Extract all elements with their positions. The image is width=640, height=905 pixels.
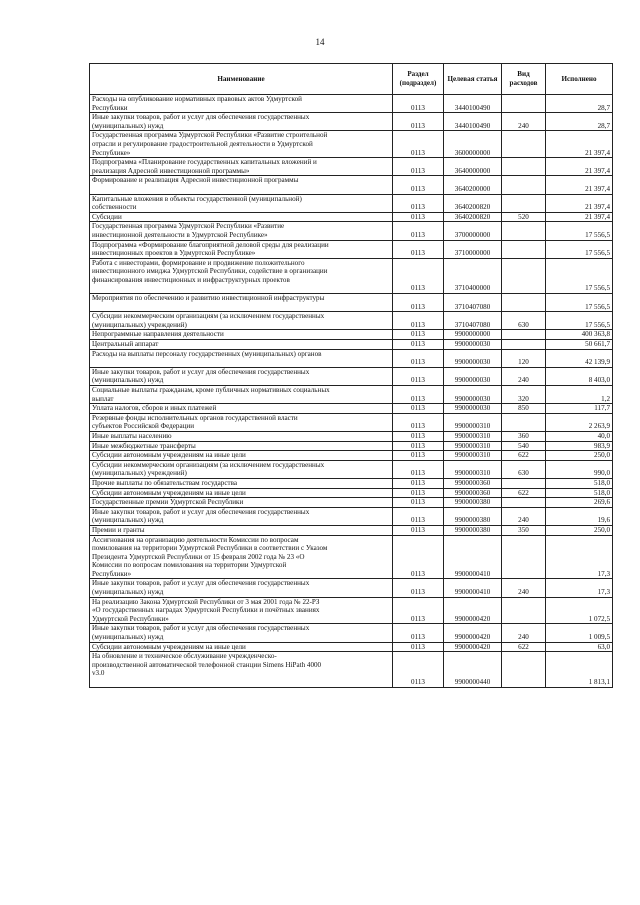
row-kind: 120 [502,349,546,367]
row-name-line: Мероприятия по обеспечению и развитию инвестиционной инфраструктуры [92,294,325,303]
row-name-line: реализация Адресной инвестиционной программы» [92,166,250,175]
row-amount: 250,0 [546,451,613,461]
table-row [90,113,613,131]
row-name-line: Государственная программа Удмуртской Республики «Развитие строительной [92,131,328,140]
row-target: 9900000030 [444,349,502,367]
row-amount: 1 072,5 [546,597,613,624]
table-row [90,460,613,478]
row-name [90,597,393,624]
row-section: 0113 [393,158,444,176]
row-kind: 630 [502,460,546,478]
table-row [90,488,613,498]
row-name-line: Республике» [92,148,131,157]
row-target: 9900000420 [444,642,502,652]
table-row [90,404,613,414]
row-name [90,535,393,579]
row-amount: 1 009,5 [546,624,613,642]
row-section: 0113 [393,451,444,461]
row-amount: 17 556,5 [546,294,613,312]
row-target: 9900000410 [444,579,502,597]
row-name [90,525,393,535]
header-target: Целевая статья [444,64,502,95]
row-amount: 17,3 [546,535,613,579]
row-name-line: выплат [92,394,114,403]
row-kind: 540 [502,441,546,451]
row-name-line: (муниципальных) нужд [92,376,164,385]
row-kind [502,330,546,340]
row-name-line: Иные межбюджетные трансферты [92,441,196,450]
row-name-line [92,678,390,687]
row-name-line: Ассигнования на организацию деятельности Комиссии по вопросам [92,535,299,544]
row-target: 9900000360 [444,478,502,488]
row-name-line: собственности [92,203,137,212]
table-row [90,525,613,535]
row-kind: 350 [502,525,546,535]
budget-table [89,63,613,688]
table-row [90,431,613,441]
row-target: 9900000000 [444,330,502,340]
row-section: 0113 [393,312,444,330]
row-target: 9900000030 [444,386,502,404]
row-amount: 40,0 [546,431,613,441]
row-name-line: Субсидии некоммерческим организациям (за исключением государственных [92,460,325,469]
row-name-line: инвестиционного имиджа Удмуртской Республики, содействие в организации [92,267,328,276]
row-name-line: На реализацию Закона Удмуртской Республики от 3 мая 2001 года № 22-РЗ [92,597,320,606]
row-name-line: Субсидии автономным учреждениям на иные цели [92,642,246,651]
row-name [90,413,393,431]
row-amount: 28,7 [546,95,613,113]
row-name [90,507,393,525]
row-section: 0113 [393,340,444,350]
row-section: 0113 [393,535,444,579]
table-row [90,413,613,431]
row-section: 0113 [393,113,444,131]
row-amount: 17 556,5 [546,240,613,258]
row-kind [502,597,546,624]
row-name-line [92,185,390,194]
row-name-line: Подпрограмма «Формирование благоприятной деловой среды для реализации [92,240,329,249]
row-target: 9900000030 [444,367,502,385]
row-amount: 250,0 [546,525,613,535]
row-name-line [92,284,390,293]
row-section: 0113 [393,597,444,624]
row-amount: 21 397,4 [546,194,613,212]
row-name-line: инвестиционных проектов в Удмуртской Республике» [92,249,256,258]
row-name [90,498,393,508]
row-name-line: инвестиционной деятельности в Удмуртской Республике» [92,230,268,239]
table-row [90,507,613,525]
row-target: 3640200820 [444,212,502,222]
row-name-line: Иные закупки товаров, работ и услуг для обеспечения государственных [92,113,310,122]
row-kind: 622 [502,488,546,498]
row-section: 0113 [393,349,444,367]
row-name-line: Прочие выплаты по обязательствам государства [92,478,238,487]
table-row [90,330,613,340]
row-target: 9900000380 [444,498,502,508]
row-name-line: Республики» [92,569,132,578]
row-name [90,367,393,385]
row-name-line: v3.0 [92,669,105,678]
row-kind [502,176,546,194]
row-section: 0113 [393,212,444,222]
row-target: 3700000000 [444,222,502,240]
row-kind: 240 [502,113,546,131]
table-row [90,597,613,624]
row-name [90,579,393,597]
row-target: 9900000420 [444,597,502,624]
row-section: 0113 [393,579,444,597]
row-section: 0113 [393,488,444,498]
row-section: 0113 [393,294,444,312]
row-name-line: субъектов Российской Федерации [92,422,195,431]
table-row [90,498,613,508]
row-name-line: Иные закупки товаров, работ и услуг для обеспечения государственных [92,507,310,516]
row-name-line: отрасли и регулирование градостроительной деятельности в Удмуртской [92,139,313,148]
row-kind: 622 [502,642,546,652]
row-target: 9900000410 [444,535,502,579]
row-target: 9900000030 [444,404,502,414]
row-name [90,294,393,312]
row-name-line: Иные закупки товаров, работ и услуг для обеспечения государственных [92,367,310,376]
row-kind [502,413,546,431]
row-name-line: Субсидии автономным учреждениям на иные цели [92,488,246,497]
row-name-line: «О государственных наградах Удмуртской Республики и почётных званиях [92,606,320,615]
row-name-line: производственной автоматической телефонной станции Simens HiPath 4000 [92,660,322,669]
header-name: Наименование [90,64,393,95]
row-name [90,330,393,340]
row-name [90,451,393,461]
table-row [90,642,613,652]
row-name-line: Премии и гранты [92,525,145,534]
table-row [90,386,613,404]
row-name [90,176,393,194]
row-amount: 21 397,4 [546,212,613,222]
row-kind [502,258,546,293]
row-section: 0113 [393,194,444,212]
row-name-line: (муниципальных) учреждений) [92,469,187,478]
row-name-line: Формирование и реализация Адресной инвестиционной программы [92,176,299,185]
row-section: 0113 [393,624,444,642]
table-row [90,441,613,451]
row-section: 0113 [393,507,444,525]
row-name-line: Резервные фонды исполнительных органов государственной власти [92,413,298,422]
row-section: 0113 [393,478,444,488]
table-row [90,95,613,113]
row-name-line: Комиссии по вопросам помилования на территории Удмуртской [92,561,287,570]
row-name [90,652,393,687]
row-amount: 28,7 [546,113,613,131]
row-name [90,212,393,222]
row-kind [502,95,546,113]
row-kind [502,222,546,240]
row-section: 0113 [393,404,444,414]
row-name-line: Республики [92,103,128,112]
row-target: 3640000000 [444,158,502,176]
row-name [90,478,393,488]
row-name [90,95,393,113]
row-name [90,431,393,441]
row-kind [502,158,546,176]
row-amount: 117,7 [546,404,613,414]
row-kind: 320 [502,386,546,404]
table-row [90,535,613,579]
row-kind: 622 [502,451,546,461]
row-name-line: Субсидии [92,212,122,221]
row-kind [502,294,546,312]
row-name [90,222,393,240]
row-name-line: Социальные выплаты гражданам, кроме публичных нормативных социальных [92,386,330,394]
row-name-line: (муниципальных) нужд [92,516,164,525]
row-amount: 63,0 [546,642,613,652]
row-kind [502,498,546,508]
row-kind: 520 [502,212,546,222]
row-target: 9900000440 [444,652,502,687]
header-section: Раздел (подраздел) [393,64,444,95]
row-name [90,158,393,176]
row-target: 9900000310 [444,431,502,441]
row-amount: 21 397,4 [546,158,613,176]
row-amount: 21 397,4 [546,176,613,194]
table-row [90,579,613,597]
row-name [90,258,393,293]
row-name [90,349,393,367]
row-name [90,460,393,478]
row-name [90,340,393,350]
row-amount: 518,0 [546,488,613,498]
row-kind [502,478,546,488]
row-target: 3600000000 [444,131,502,158]
table-row [90,340,613,350]
row-section: 0113 [393,367,444,385]
row-kind: 850 [502,404,546,414]
table-header-row [90,64,613,95]
row-name-line: Центральный аппарат [92,340,159,349]
table-row [90,194,613,212]
row-name [90,488,393,498]
row-amount: 17 556,5 [546,258,613,293]
row-name-line: Расходы на опубликование нормативных правовых актов Удмуртской [92,95,302,103]
row-kind: 360 [502,431,546,441]
row-name-line: (муниципальных) нужд [92,633,164,642]
row-section: 0113 [393,131,444,158]
row-amount: 1 813,1 [546,652,613,687]
row-amount: 400 363,8 [546,330,613,340]
row-name [90,386,393,404]
row-name-line: Иные закупки товаров, работ и услуг для обеспечения государственных [92,624,310,633]
row-amount: 19,6 [546,507,613,525]
row-name [90,441,393,451]
row-name-line: (муниципальных) нужд [92,121,164,130]
row-target: 3640200820 [444,194,502,212]
row-target: 9900000310 [444,413,502,431]
row-section: 0113 [393,652,444,687]
row-target: 9900000380 [444,507,502,525]
table-row [90,176,613,194]
row-amount: 17,3 [546,579,613,597]
row-name-line: Государственные премии Удмуртской Республики [92,498,244,507]
row-name-line: Капитальные вложения в объекты государственной (муниципальной) [92,194,302,203]
row-section: 0113 [393,413,444,431]
row-section: 0113 [393,222,444,240]
row-kind [502,652,546,687]
row-section: 0113 [393,240,444,258]
row-kind [502,535,546,579]
row-name-line: Удмуртской Республики» [92,614,169,623]
row-section: 0113 [393,330,444,340]
table-row [90,312,613,330]
table-row [90,240,613,258]
row-name-line: финансирования инвестиционных и инфраструктурных проектов [92,275,290,284]
row-name-line: (муниципальных) учреждений) [92,320,187,329]
table-row [90,367,613,385]
row-target: 9900000420 [444,624,502,642]
table-row [90,258,613,293]
row-section: 0113 [393,258,444,293]
row-name-line: Непрограммные направления деятельности [92,330,224,339]
row-section: 0113 [393,525,444,535]
row-name [90,240,393,258]
row-section: 0113 [393,176,444,194]
row-name-line: Иные выплаты населению [92,431,172,440]
row-kind: 240 [502,624,546,642]
row-name-line [92,358,390,367]
row-kind [502,194,546,212]
row-section: 0113 [393,642,444,652]
row-name [90,113,393,131]
row-name [90,194,393,212]
row-amount: 17 556,5 [546,312,613,330]
row-amount: 2 263,9 [546,413,613,431]
row-section: 0113 [393,431,444,441]
row-name-line: Иные закупки товаров, работ и услуг для обеспечения государственных [92,579,310,588]
table-row [90,294,613,312]
row-amount: 990,0 [546,460,613,478]
row-name-line: помилования на территории Удмуртской Республики в соответствии с Указом [92,544,328,553]
row-name-line: Государственная программа Удмуртской Республики «Развитие [92,222,285,231]
row-name-line: На обновление и техническое обслуживание учрежденческо- [92,652,277,661]
table-row [90,652,613,687]
row-section: 0113 [393,460,444,478]
table-row [90,349,613,367]
row-amount: 17 556,5 [546,222,613,240]
row-target: 3710407080 [444,294,502,312]
row-target: 9900000030 [444,340,502,350]
row-amount: 269,6 [546,498,613,508]
row-amount: 8 403,0 [546,367,613,385]
table-row [90,222,613,240]
table-row [90,212,613,222]
row-kind [502,240,546,258]
table-row [90,478,613,488]
table-row [90,624,613,642]
row-name [90,312,393,330]
header-kind: Вид расходов [502,64,546,95]
row-target: 3440100490 [444,113,502,131]
row-name-line: Расходы на выплаты персоналу государственных (муниципальных) органов [92,349,322,358]
row-name [90,642,393,652]
row-name-line: Уплата налогов, сборов и иных платежей [92,404,217,413]
row-target: 3640200000 [444,176,502,194]
row-target: 9900000310 [444,451,502,461]
row-target: 9900000360 [444,488,502,498]
row-target: 9900000310 [444,460,502,478]
row-name-line: Субсидии некоммерческим организациям (за исключением государственных [92,312,325,321]
row-section: 0113 [393,386,444,404]
row-name-line: Президента Удмуртской Республики от 15 февраля 2002 года № 23 «О [92,552,305,561]
row-name-line: Работа с инвесторами, формирование и продвижение положительного [92,258,305,267]
row-name-line [92,303,390,312]
table-row [90,451,613,461]
row-target: 9900000310 [444,441,502,451]
header-executed: Исполнено [546,64,613,95]
row-name-line: Субсидии автономным учреждениям на иные цели [92,451,246,460]
row-section: 0113 [393,441,444,451]
row-section: 0113 [393,95,444,113]
row-kind: 240 [502,579,546,597]
row-kind [502,340,546,350]
row-section: 0113 [393,498,444,508]
row-amount: 42 139,9 [546,349,613,367]
row-target: 9900000380 [444,525,502,535]
table-row [90,131,613,158]
row-kind: 240 [502,367,546,385]
row-amount: 983,9 [546,441,613,451]
row-target: 3710000000 [444,240,502,258]
row-name-line: (муниципальных) нужд [92,588,164,597]
row-target: 3710400000 [444,258,502,293]
row-name-line: Подпрограмма «Планирование государственных капитальных вложений и [92,158,317,167]
row-kind: 630 [502,312,546,330]
table-body [90,95,613,688]
row-amount: 518,0 [546,478,613,488]
row-kind: 240 [502,507,546,525]
page-number: 14 [315,37,325,47]
row-amount: 1,2 [546,386,613,404]
row-amount: 21 397,4 [546,131,613,158]
row-name [90,404,393,414]
row-name [90,624,393,642]
row-amount: 50 661,7 [546,340,613,350]
row-kind [502,131,546,158]
row-target: 3440100490 [444,95,502,113]
row-name [90,131,393,158]
row-target: 3710407080 [444,312,502,330]
table-row [90,158,613,176]
